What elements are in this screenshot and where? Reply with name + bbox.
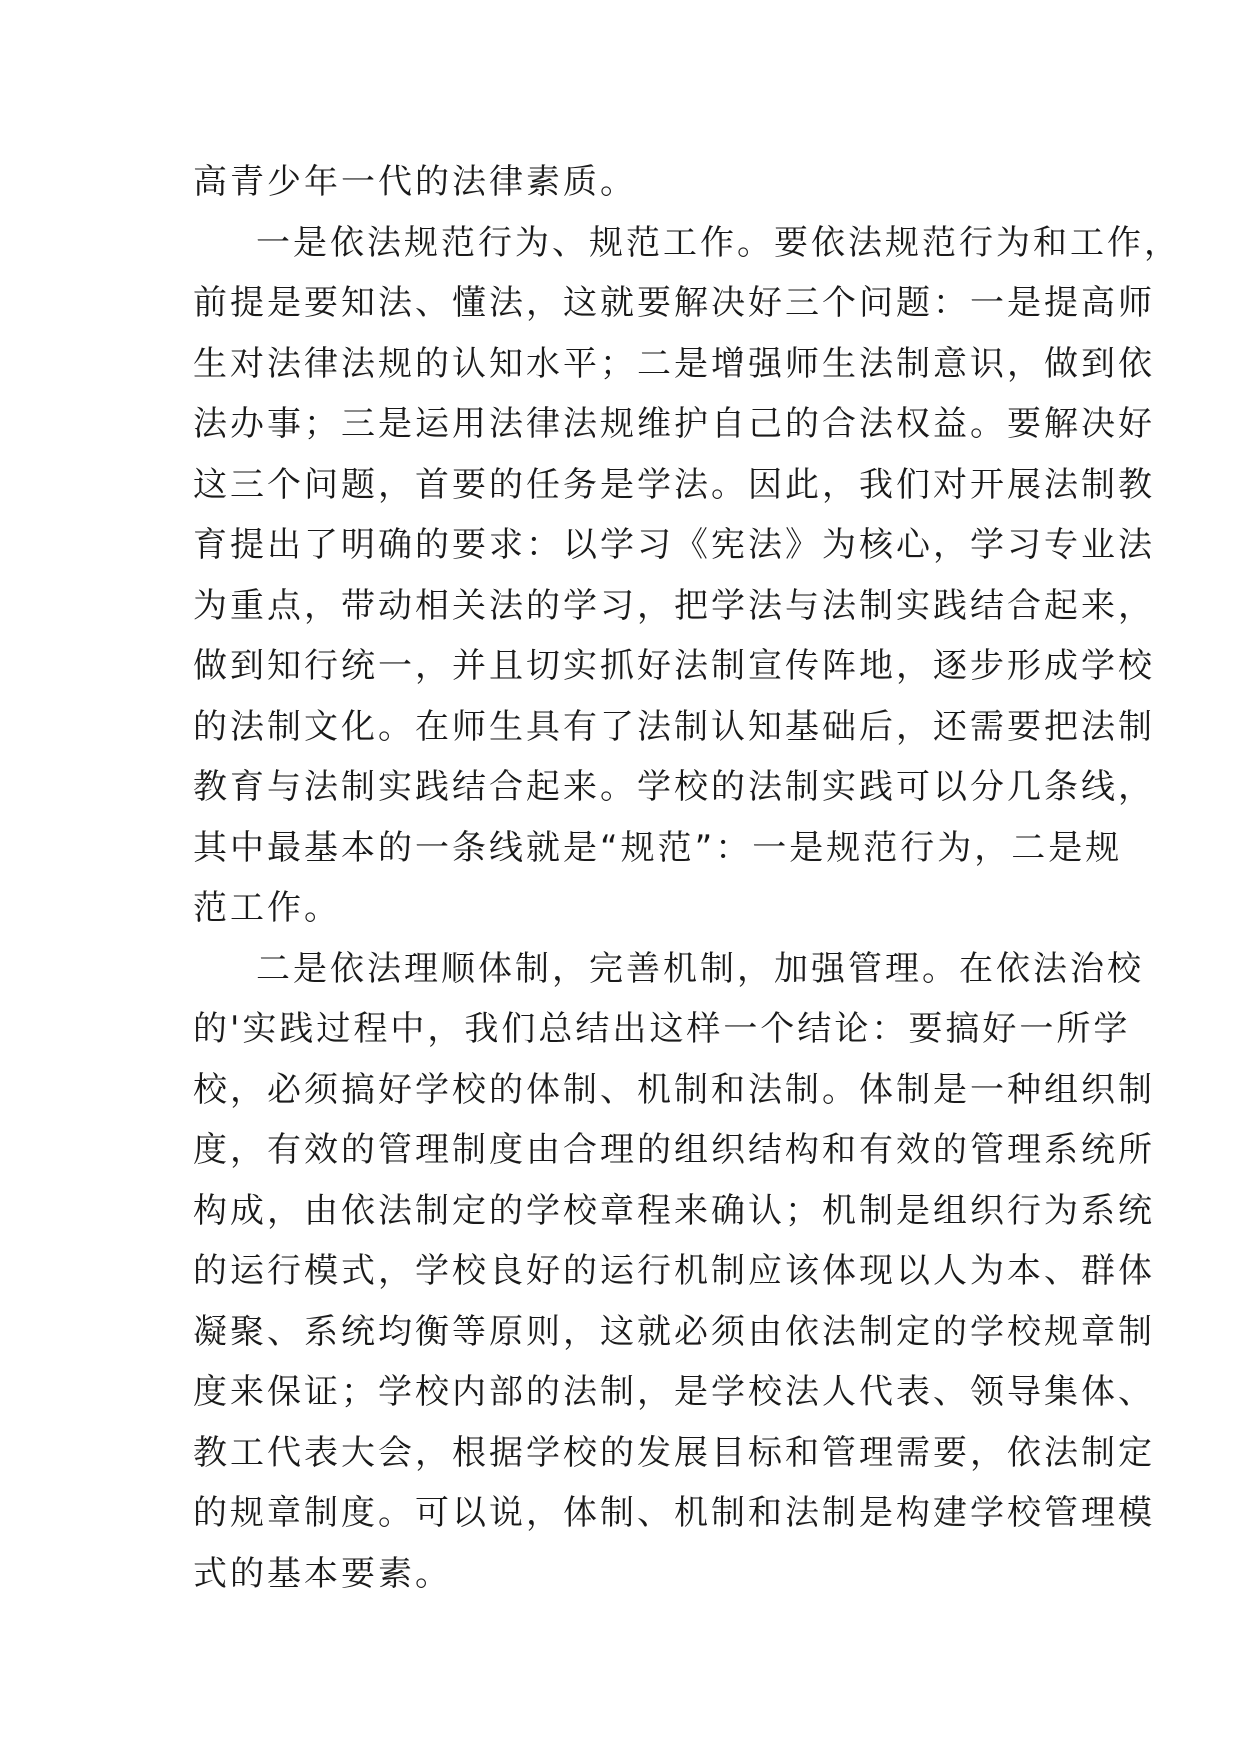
- body-text: [193, 152, 1181, 1604]
- text-line: 做到知行统一，并且切实抓好法制宣传阵地，逐步形成学校: [193, 646, 1155, 686]
- text-line: 高青少年一代的法律素质。: [193, 162, 637, 202]
- text-line: 式的基本要素。: [193, 1553, 452, 1594]
- text-line: 这三个问题，首要的任务是学法。因此，我们对开展法制教: [193, 464, 1155, 505]
- paragraph-first-line: 二是依法理顺体制，完善机制，加强管理。在依法治校: [256, 948, 1144, 989]
- text-line: 教育与法制实践结合起来。学校的法制实践可以分几条线，: [193, 767, 1155, 807]
- text-line: 范工作。: [193, 888, 341, 928]
- text-line: 校，必须搞好学校的体制、机制和法制。体制是一种组织制: [193, 1069, 1155, 1110]
- text-line: 为重点，带动相关法的学习，把学法与法制实践结合起来，: [193, 585, 1155, 626]
- text-line: 其中最基本的一条线就是“规范”：一是规范行为，二是规: [193, 827, 1123, 868]
- text-line: 构成，由依法制定的学校章程来确认；机制是组织行为系统: [193, 1190, 1155, 1231]
- text-line: 前提是要知法、懂法，这就要解决好三个问题：一是提高师: [193, 283, 1155, 323]
- text-line: 教工代表大会，根据学校的发展目标和管理需要，依法制定: [193, 1432, 1155, 1473]
- text-line: 的'实践过程中，我们总结出这样一个结论：要搞好一所学: [193, 1009, 1131, 1049]
- text-line: 生对法律法规的认知水平；二是增强师生法制意识，做到依: [193, 343, 1155, 384]
- text-line: 的运行模式，学校良好的运行机制应该体现以人为本、群体: [193, 1251, 1155, 1291]
- text-line: 度来保证；学校内部的法制，是学校法人代表、领导集体、: [193, 1372, 1155, 1412]
- text-line: 法办事；三是运用法律法规维护自己的合法权益。要解决好: [193, 404, 1155, 444]
- text-line: 育提出了明确的要求：以学习《宪法》为核心，学习专业法: [193, 525, 1155, 565]
- text-line: 凝聚、系统均衡等原则，这就必须由依法制定的学校规章制: [193, 1311, 1155, 1352]
- text-line: 的规章制度。可以说，体制、机制和法制是构建学校管理模: [193, 1493, 1155, 1533]
- paragraph-first-line: 一是依法规范行为、规范工作。要依法规范行为和工作，: [256, 222, 1181, 263]
- text-line: 度，有效的管理制度由合理的组织结构和有效的管理系统所: [193, 1130, 1155, 1170]
- text-line: 的法制文化。在师生具有了法制认知基础后，还需要把法制: [193, 706, 1155, 747]
